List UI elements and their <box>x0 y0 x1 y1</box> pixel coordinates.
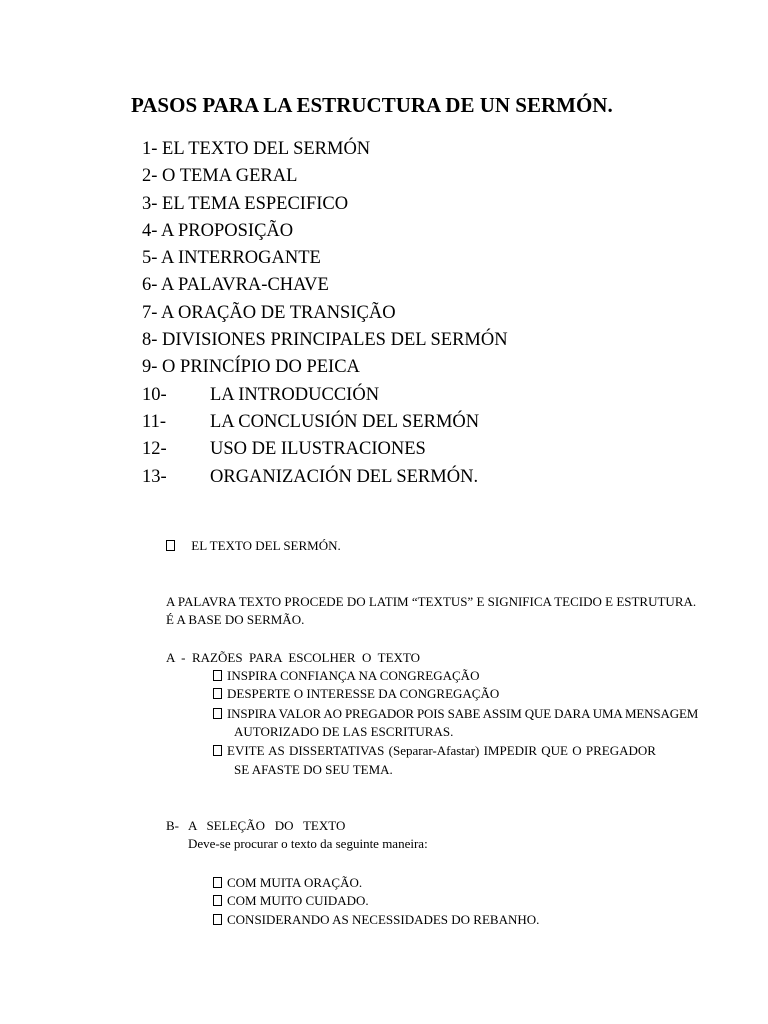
intro-line-1: A PALAVRA TEXTO PROCEDE DO LATIM “TEXTUS” E SIGNIFICA TECIDO E ESTRUTURA. <box>166 594 697 609</box>
steps-list <box>142 136 508 491</box>
checkbox-bullet-icon <box>213 914 222 925</box>
list-item: 3- EL TEMA ESPECIFICO <box>142 193 349 214</box>
section-heading: EL TEXTO DEL SERMÓN. <box>166 538 341 554</box>
page-title: PASOS PARA LA ESTRUCTURA DE UN SERMÓN. <box>131 93 613 117</box>
part-a-heading: A - RAZÕES PARA ESCOLHER O TEXTO <box>166 650 421 665</box>
list-item: EVITE AS DISSERTATIVAS (Separar-Afastar) IMPEDIR QUE O PREGADOR <box>213 743 656 759</box>
list-item: 8- DIVISIONES PRINCIPALES DEL SERMÓN <box>142 330 508 351</box>
list-item: 7- A ORAÇÃO DE TRANSIÇÃO <box>142 302 396 323</box>
checkbox-bullet-icon <box>213 745 222 756</box>
list-item: 4- A PROPOSIÇÃO <box>142 220 294 241</box>
intro-line-2: É A BASE DO SERMÃO. <box>166 612 305 627</box>
list-item: COM MUITA ORAÇÃO. <box>213 875 362 891</box>
list-item-continuation: AUTORIZADO DE LAS ESCRITURAS. <box>234 724 454 739</box>
checkbox-bullet-icon <box>213 895 222 906</box>
list-item: DESPERTE O INTERESSE DA CONGREGAÇÃO <box>213 686 499 702</box>
part-b-subheading: Deve-se procurar o texto da seguinte maneira: <box>188 836 428 851</box>
part-b-heading: B- A SELEÇÃO DO TEXTO <box>166 818 346 833</box>
checkbox-bullet-icon <box>213 670 222 681</box>
list-item: CONSIDERANDO AS NECESSIDADES DO REBANHO. <box>213 912 539 928</box>
list-item: COM MUITO CUIDADO. <box>213 893 369 909</box>
list-item: 11- LA CONCLUSIÓN DEL SERMÓN <box>142 411 480 432</box>
list-item: 10- LA INTRODUCCIÓN <box>142 384 380 405</box>
list-item: 9- O PRINCÍPIO DO PEICA <box>142 357 360 378</box>
list-item: INSPIRA CONFIANÇA NA CONGREGAÇÃO <box>213 668 479 684</box>
checkbox-bullet-icon <box>166 540 175 551</box>
list-item: 1- EL TEXTO DEL SERMÓN <box>142 139 371 159</box>
list-item: 2- O TEMA GERAL <box>142 166 298 187</box>
list-item: 6- A PALAVRA-CHAVE <box>142 275 329 296</box>
list-item: 5- A INTERROGANTE <box>142 248 321 269</box>
checkbox-bullet-icon <box>213 708 222 719</box>
list-item: 13- ORGANIZACIÓN DEL SERMÓN. <box>142 466 479 487</box>
checkbox-bullet-icon <box>213 688 222 699</box>
checkbox-bullet-icon <box>213 877 222 888</box>
list-item-continuation: SE AFASTE DO SEU TEMA. <box>234 762 393 777</box>
list-item: 12- USO DE ILUSTRACIONES <box>142 439 426 460</box>
list-item: INSPIRA VALOR AO PREGADOR POIS SABE ASSIM QUE DARA UMA MENSAGEM <box>213 706 698 722</box>
